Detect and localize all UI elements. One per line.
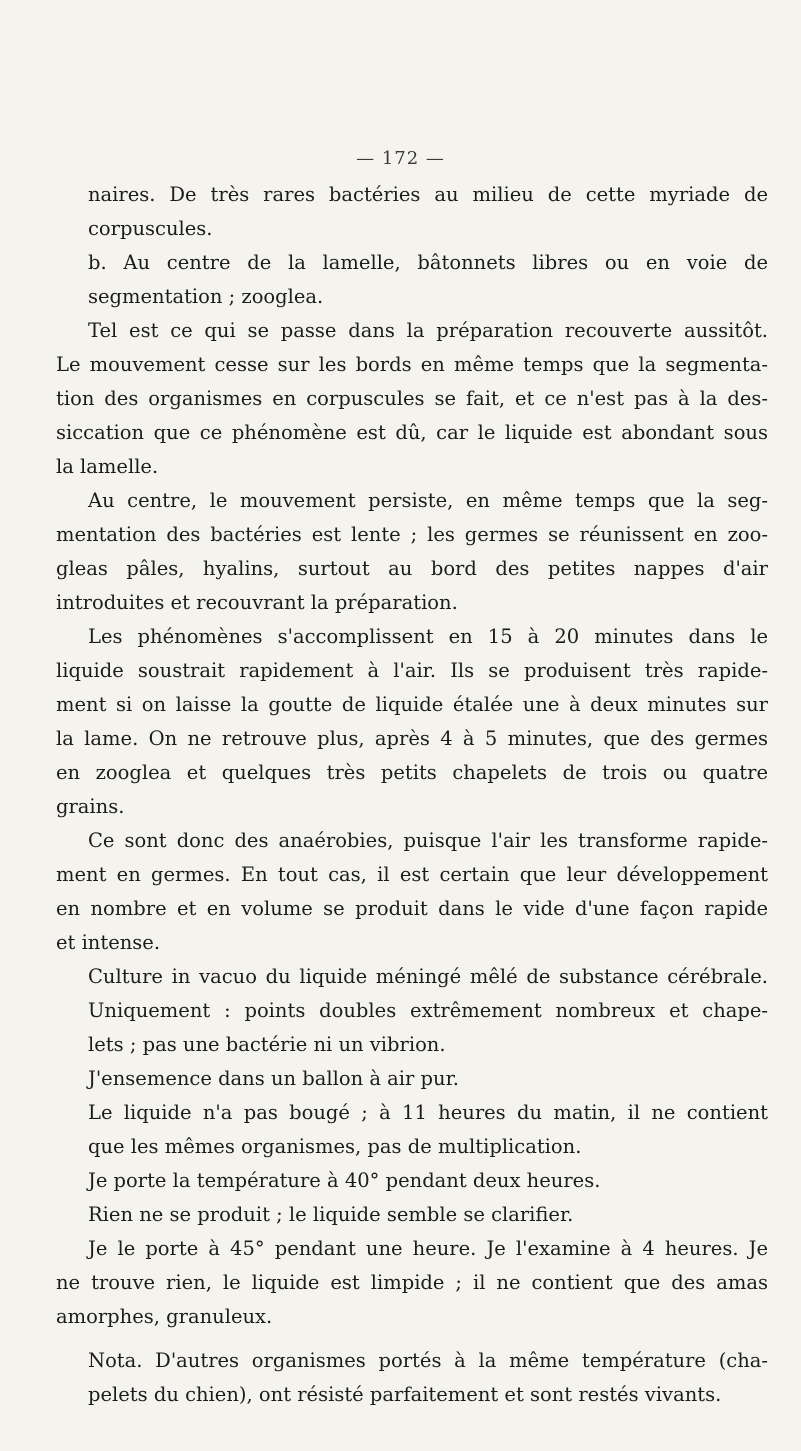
text-line: mentation des bactéries est lente ; les germes se réunissent en zoo- [56, 523, 768, 546]
text-line: en nombre et en volume se produit dans le vide d'une façon rapide [56, 897, 768, 920]
text-line: liquide soustrait rapidement à l'air. Ils se produisent très rapide- [56, 659, 768, 682]
text-line: Tel est ce qui se passe dans la préparation recouverte aussitôt. [88, 319, 768, 342]
text-line: Le mouvement cesse sur les bords en même temps que la segmenta- [56, 353, 768, 376]
text-line: siccation que ce phénomène est dû, car le liquide est abondant sous [56, 421, 768, 444]
text-line: en zooglea et quelques très petits chapelets de trois ou quatre [56, 761, 768, 784]
text-line: b. Au centre de la lamelle, bâtonnets libres ou en voie de [88, 251, 768, 274]
text-line: Le liquide n'a pas bougé ; à 11 heures du matin, il ne contient [88, 1101, 768, 1124]
text-line: Les phénomènes s'accomplissent en 15 à 20 minutes dans le [88, 625, 768, 648]
text-line: naires. De très rares bactéries au milieu de cette myriade de [88, 183, 768, 206]
paragraph-gap [56, 1334, 768, 1344]
text-line: J'ensemence dans un ballon à air pur. [88, 1067, 459, 1090]
page-number: — 172 — [356, 148, 445, 169]
body-text [56, 178, 768, 1412]
text-line: amorphes, granuleux. [56, 1305, 273, 1328]
text-line: ment en germes. En tout cas, il est certain que leur développement [56, 863, 768, 886]
text-line: Ce sont donc des anaérobies, puisque l'air les transforme rapide- [88, 829, 768, 852]
text-line: lets ; pas une bactérie ni un vibrion. [88, 1033, 446, 1056]
text-line: grains. [56, 795, 125, 818]
text-line: Je porte la température à 40° pendant deux heures. [88, 1169, 601, 1192]
text-line: corpuscules. [88, 217, 213, 240]
text-line: introduites et recouvrant la préparation. [56, 591, 458, 614]
text-line: Uniquement : points doubles extrêmement nombreux et chape- [88, 999, 768, 1022]
text-line: ment si on laisse la goutte de liquide étalée une à deux minutes sur [56, 693, 768, 716]
text-line: Culture in vacuo du liquide méningé mêlé de substance cérébrale. [88, 965, 768, 988]
text-line: Je le porte à 45° pendant une heure. Je l'examine à 4 heures. Je [88, 1237, 768, 1260]
text-line: la lame. On ne retrouve plus, après 4 à 5 minutes, que des germes [56, 727, 768, 750]
text-line: ne trouve rien, le liquide est limpide ; il ne contient que des amas [56, 1271, 768, 1294]
text-line: segmentation ; zooglea. [88, 285, 324, 308]
text-line: et intense. [56, 931, 161, 954]
text-line: pelets du chien), ont résisté parfaitement et sont restés vivants. [88, 1383, 722, 1406]
text-line: la lamelle. [56, 455, 159, 478]
text-line: gleas pâles, hyalins, surtout au bord des petites nappes d'air [56, 557, 768, 580]
text-line: Rien ne se produit ; le liquide semble se clarifier. [88, 1203, 574, 1226]
text-line: Nota. D'autres organismes portés à la même température (cha- [88, 1349, 768, 1372]
text-line: Au centre, le mouvement persiste, en même temps que la seg- [88, 489, 768, 512]
text-line: que les mêmes organismes, pas de multiplication. [88, 1135, 582, 1158]
text-line: tion des organismes en corpuscules se fait, et ce n'est pas à la des- [56, 387, 768, 410]
